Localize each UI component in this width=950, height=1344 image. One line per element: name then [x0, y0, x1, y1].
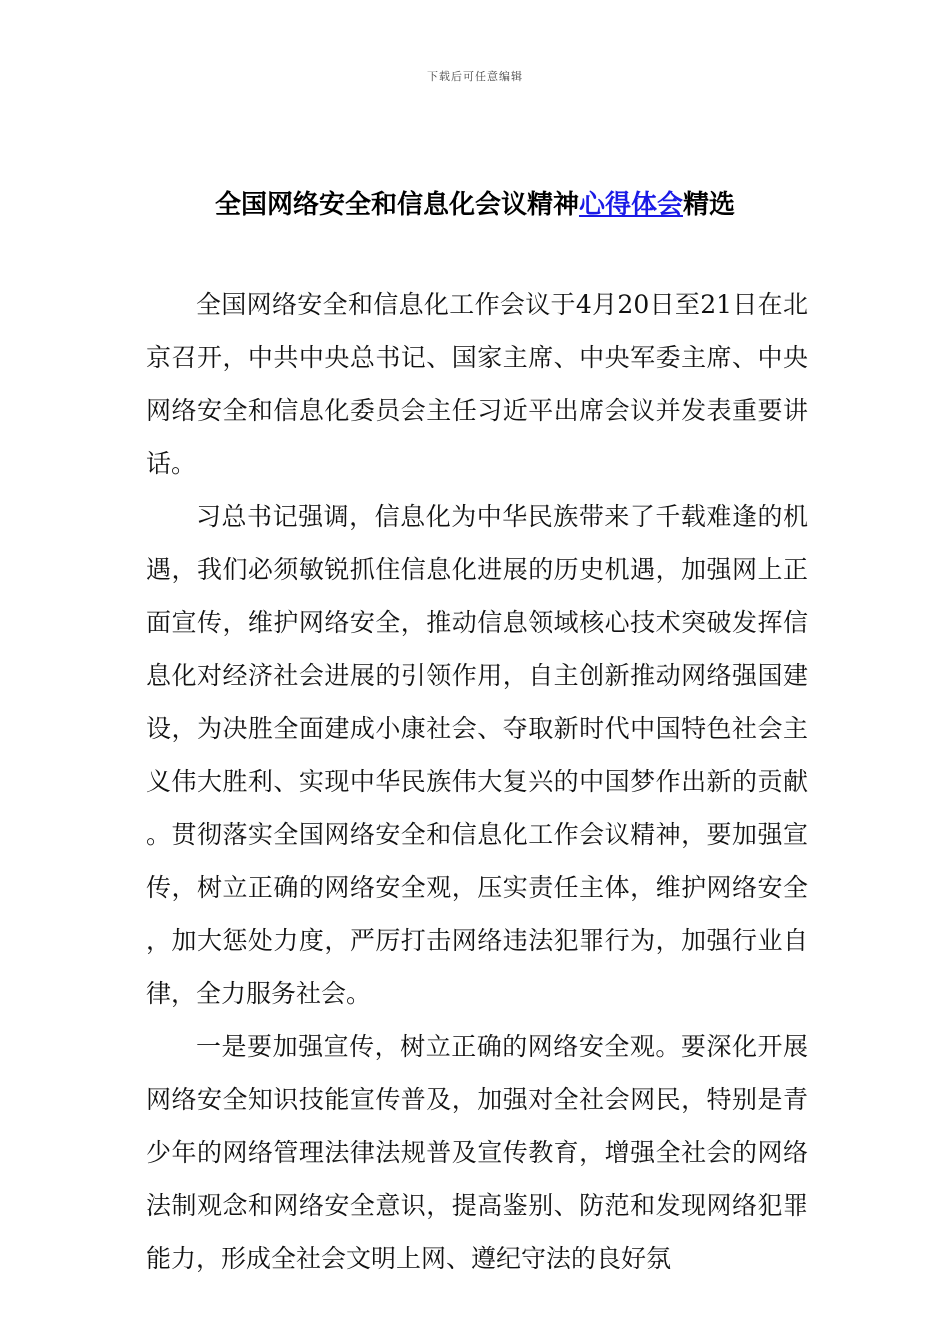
paragraph-1: 全国网络安全和信息化工作会议于4月20日至21日在北京召开，中共中央总书记、国家主席、中央军委主席、中央网络安全和信息化委员会主任习近平出席会议并发表重要讲话。	[146, 290, 808, 478]
title-prefix: 全国网络安全和信息化会议精神	[214, 190, 579, 220]
paragraph-2: 习总书记强调，信息化为中华民族带来了千载难逢的机遇，我们必须敏锐抓住信息化进展的历史机遇，加强网上正面宣传，维护网络安全，推动信息领域核心技术突破发挥信息化对经济社会进展的引领作用，自主创新推动网络强国建设，为决胜全面建成小康社会、夺取新时代中国特色社会主义伟大胜利、实现中华民族伟大复兴的中国梦作出新的贡献。贯彻落实全国网络安全和信息化工作会议精神，要加强宣传，树立正确的网络安全观，压实责任主体，维护网络安全，加大惩处力度，严厉打击网络违法犯罪行为，加强行业自律，全力服务社会。	[146, 502, 808, 1008]
page-header-note: 下载后可任意编辑	[427, 70, 523, 83]
title-link[interactable]: 心得体会	[578, 190, 683, 220]
document-body	[146, 278, 808, 1285]
document-title	[0, 184, 950, 221]
title-suffix: 精选	[683, 190, 736, 220]
paragraph-3: 一是要加强宣传，树立正确的网络安全观。要深化开展网络安全知识技能宣传普及，加强对全社会网民，特别是青少年的网络管理法律法规普及宣传教育，增强全社会的网络法制观念和网络安全意识，提高鉴别、防范和发现网络犯罪能力，形成全社会文明上网、遵纪守法的良好氛	[146, 1032, 808, 1273]
